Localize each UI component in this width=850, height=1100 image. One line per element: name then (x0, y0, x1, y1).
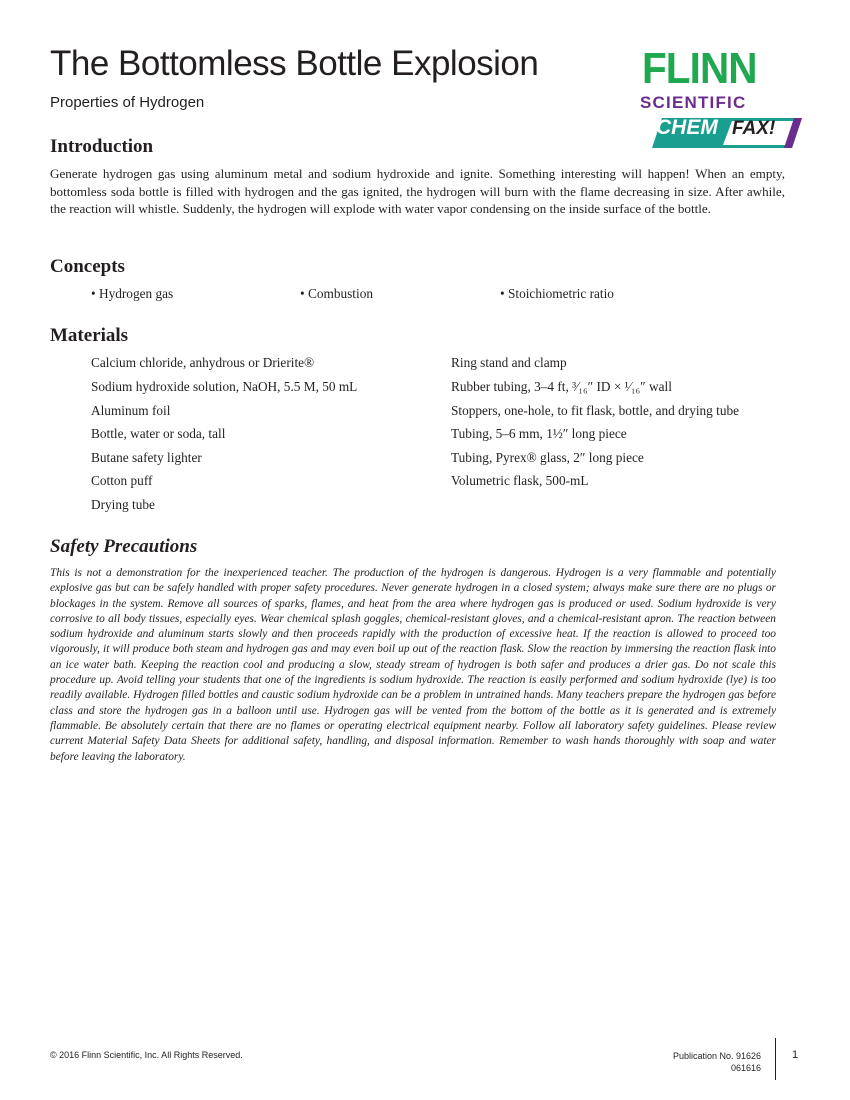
material-item: Tubing, Pyrex® glass, 2″ long piece (451, 450, 644, 465)
copyright: © 2016 Flinn Scientific, Inc. All Rights Reserved. (50, 1050, 243, 1060)
material-item: Volumetric flask, 500-mL (451, 473, 589, 488)
material-item: Rubber tubing, 3–4 ft, ³⁄₁₆″ ID × ¹⁄₁₆″ wall (451, 379, 672, 394)
flinn-scientific-logo (638, 44, 800, 150)
logo-subword: SCIENTIFIC (640, 93, 747, 112)
material-item: Drying tube (91, 497, 155, 512)
introduction-text: Generate hydrogen gas using aluminum metal and sodium hydroxide and ignite. Something interesting will happen! When an empty, bottomless soda bottle is filled with hydrogen and the gas ignited, the hydrogen will burn with the flame decreasing in size. After awhile, the reaction will whistle. Suddenly, the hydrogen will explode with water vapor condensing on the inside surface of the bottle. (50, 166, 785, 216)
material-item: Tubing, 5–6 mm, 1½″ long piece (451, 426, 627, 441)
document-subtitle: Properties of Hydrogen (50, 94, 205, 111)
concepts-heading: Concepts (50, 256, 125, 277)
material-item: Cotton puff (91, 473, 153, 488)
logo-badge-chem: CHEM (656, 116, 718, 139)
page-number: 1 (792, 1049, 799, 1061)
material-item: Butane safety lighter (91, 450, 202, 465)
publication-number: Publication No. 91626 (672, 1051, 761, 1061)
material-item: Stoppers, one-hole, to fit flask, bottle, and drying tube (451, 403, 740, 418)
footer-divider (775, 1038, 776, 1080)
publication-info (673, 1050, 761, 1074)
material-item: Sodium hydroxide solution, NaOH, 5.5 M, 50 mL (91, 379, 358, 394)
logo-wordmark: FLINN (642, 44, 757, 93)
document-title: The Bottomless Bottle Explosion (50, 44, 539, 83)
safety-heading: Safety Precautions (50, 536, 198, 557)
concept-item: • Combustion (300, 286, 373, 301)
concept-item: • Stoichiometric ratio (500, 286, 614, 301)
material-item: Aluminum foil (91, 403, 171, 418)
safety-text: This is not a demonstration for the inexperienced teacher. The production of the hydrogen is dangerous. Hydrogen is a very flammable and potentially explosive gas but can be safely handled with proper safety procedures. Never generate hydrogen in a closed system; always make sure there are no plugs or blockages in the system. Remove all sources of sparks, flames, and heat from the area where hydrogen gas is produced or used. Sodium hydroxide is very corrosive to all body tissues, especially eyes. Wear chemical splash goggles, chemical-resistant gloves, and a chemical-resistant apron. The reaction between sodium hydroxide and aluminum starts slowly and then proceeds rapidly with the production of excessive heat. If the reaction is allowed to proceed too vigorously, it will produce both steam and hydrogen gas and may even boil up out of the reaction flask. Slow the reaction by immersing the reaction flask into an ice water bath. Keeping the reaction cool and producing a slow, steady stream of hydrogen is both safer and produces a drier gas. Do not scale this procedure up. Avoid telling your students that one of the ingredients is sodium hydroxide. The reaction is easily performed and sodium hydroxide (lye) is too readily available. Hydrogen filled bottles and caustic sodium hydroxide can be a problem in untrained hands. Many teachers prepare the hydrogen gas before class and store the hydrogen gas in a balloon until use. Hydrogen gas will be vented from the bottom of the bottle as it is generated and is extremely flammable. Be absolutely certain that there are no flames or operating electrical equipment nearby. Follow all laboratory safety guidelines. Please review current Material Safety Data Sheets for additional safety, handling, and disposal information. Remember to wash hands thoroughly with soap and water before leaving the laboratory. (50, 567, 776, 763)
concept-item: • Hydrogen gas (91, 286, 174, 301)
materials-heading: Materials (50, 325, 129, 346)
material-item: Ring stand and clamp (451, 355, 567, 370)
material-item: Bottle, water or soda, tall (91, 426, 226, 441)
material-item: Calcium chloride, anhydrous or Drierite® (91, 355, 315, 370)
publication-code: 061616 (730, 1063, 761, 1073)
introduction-heading: Introduction (50, 136, 154, 157)
logo-badge-fax: FAX! (732, 118, 776, 139)
